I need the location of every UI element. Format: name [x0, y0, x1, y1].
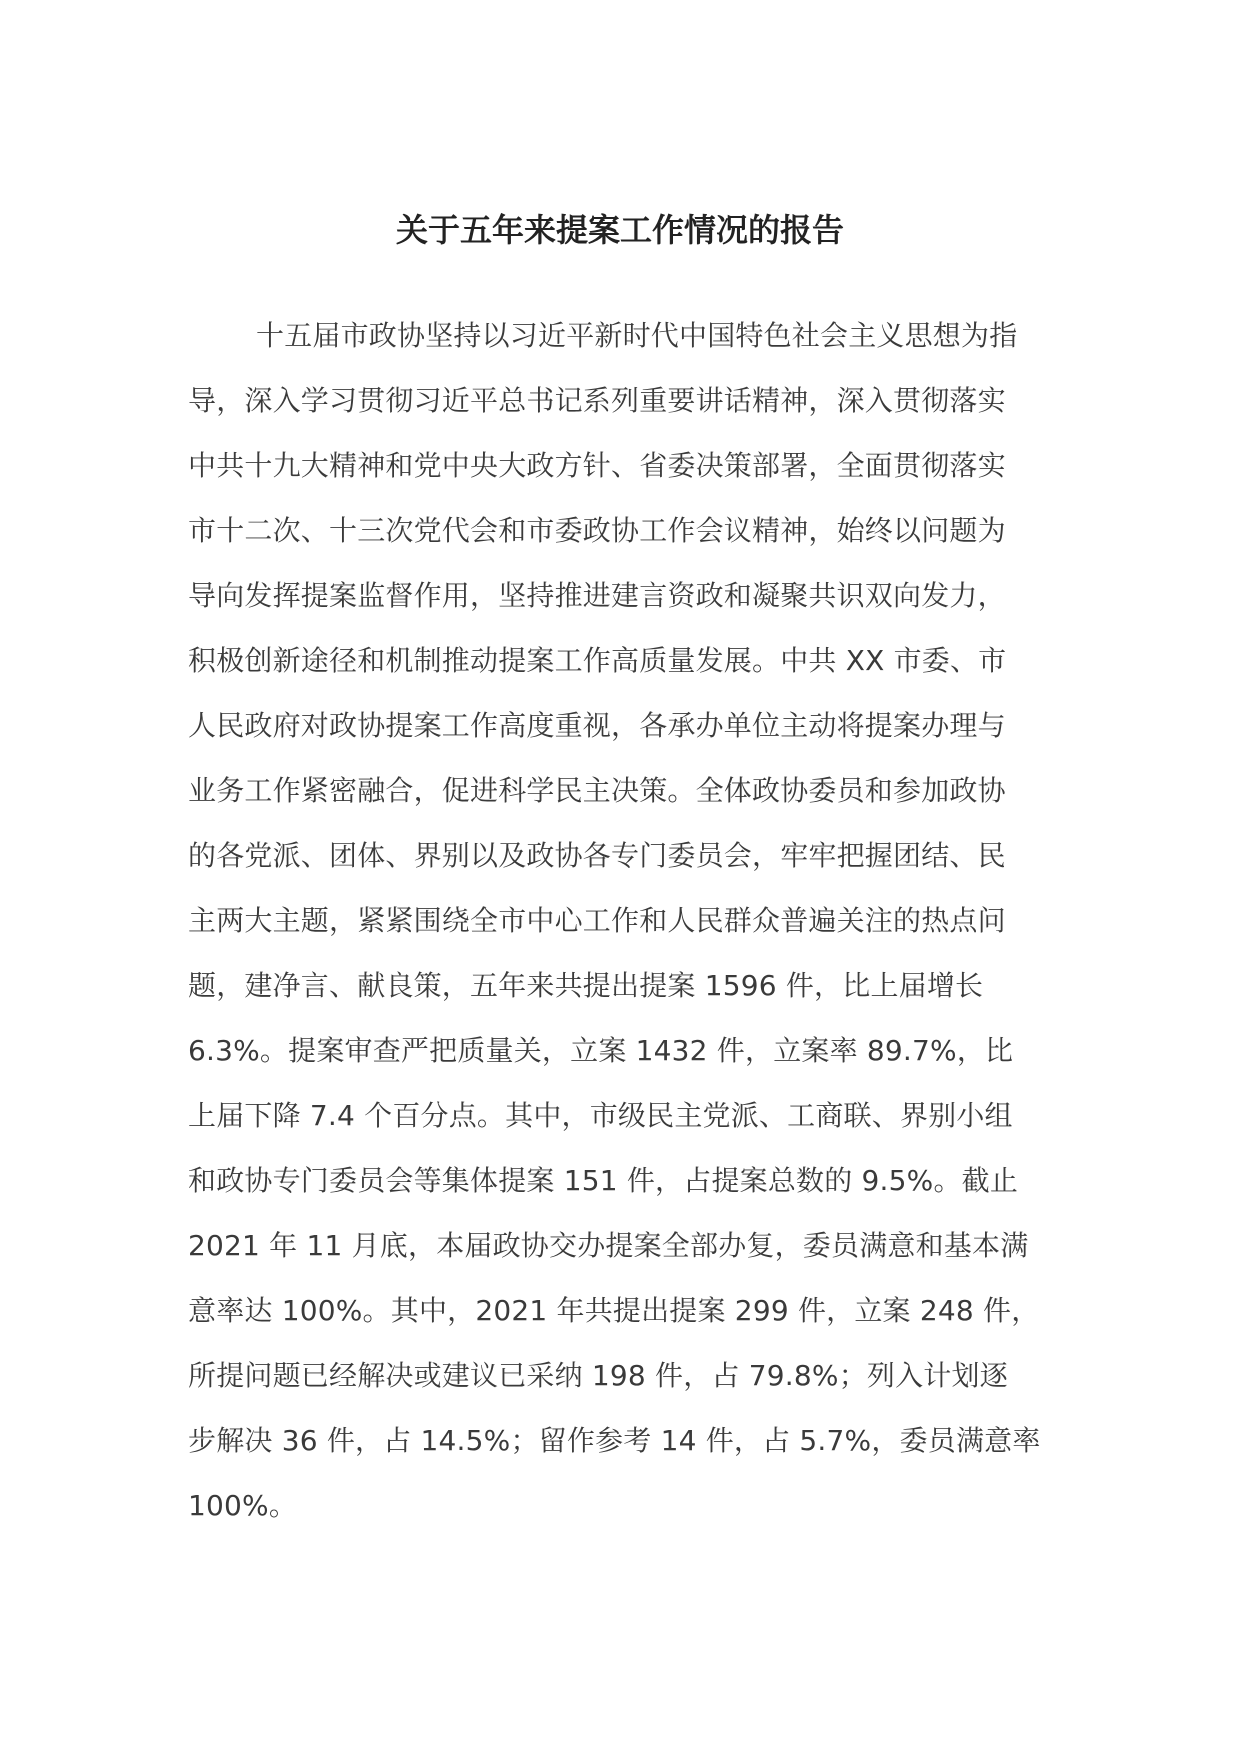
paragraph-line: 100%。 — [188, 1489, 298, 1522]
paragraph-line: 步解决 36 件，占 14.5%；留作参考 14 件，占 5.7%，委员满意率 — [188, 1424, 1041, 1457]
paragraph-line: 所提问题已经解决或建议已采纳 198 件，占 79.8%；列入计划逐 — [188, 1359, 1008, 1392]
paragraph-line: 题，建净言、献良策，五年来共提出提案 1596 件，比上届增长 — [188, 969, 984, 1002]
paragraph-line: 业务工作紧密融合，促进科学民主决策。全体政协委员和参加政协 — [188, 774, 1006, 807]
body-paragraph — [188, 303, 1058, 1538]
paragraph-line: 中共十九大精神和党中央大政方针、省委决策部署，全面贯彻落实 — [188, 449, 1006, 482]
paragraph-line: 和政协专门委员会等集体提案 151 件，占提案总数的 9.5%。截止 — [188, 1164, 1019, 1197]
paragraph-line: 十五届市政协坚持以习近平新时代中国特色社会主义思想为指 — [256, 319, 1018, 352]
paragraph-line: 6.3%。提案审查严把质量关，立案 1432 件，立案率 89.7%，比 — [188, 1034, 1014, 1067]
paragraph-line: 人民政府对政协提案工作高度重视，各承办单位主动将提案办理与 — [188, 709, 1006, 742]
paragraph-line: 导，深入学习贯彻习近平总书记系列重要讲话精神，深入贯彻落实 — [188, 384, 1006, 417]
paragraph-line: 上届下降 7.4 个百分点。其中，市级民主党派、工商联、界别小组 — [188, 1099, 1013, 1132]
paragraph-line: 主两大主题，紧紧围绕全市中心工作和人民群众普遍关注的热点问 — [188, 904, 1006, 937]
paragraph-line: 意率达 100%。其中，2021 年共提出提案 299 件，立案 248 件， — [188, 1294, 1040, 1327]
document-title: 关于五年来提案工作情况的报告 — [395, 211, 844, 249]
paragraph-line: 积极创新途径和机制推动提案工作高质量发展。中共 XX 市委、市 — [188, 644, 1007, 677]
paragraph-line: 的各党派、团体、界别以及政协各专门委员会，牢牢把握团结、民 — [188, 839, 1006, 872]
paragraph-line: 市十二次、十三次党代会和市委政协工作会议精神，始终以问题为 — [188, 514, 1006, 547]
paragraph-line: 导向发挥提案监督作用，坚持推进建言资政和凝聚共识双向发力， — [188, 579, 1006, 612]
paragraph-line: 2021 年 11 月底，本届政协交办提案全部办复，委员满意和基本满 — [188, 1229, 1029, 1262]
